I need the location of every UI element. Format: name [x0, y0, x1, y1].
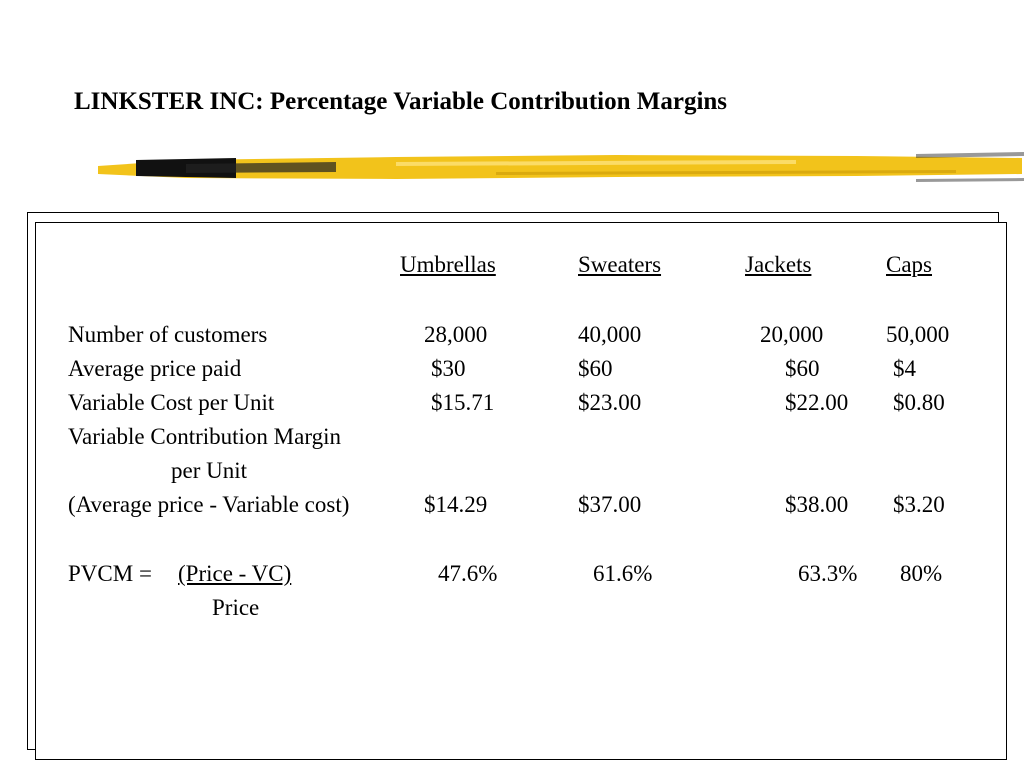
row-label: per Unit — [171, 458, 248, 483]
row-label: Variable Cost per Unit — [68, 390, 275, 415]
pvcm-numerator: (Price - VC) — [178, 561, 292, 586]
cell-value: $4 — [893, 356, 916, 381]
cell-value: 20,000 — [760, 322, 824, 347]
cell-value: $23.00 — [578, 390, 642, 415]
pvcm-value: 47.6% — [438, 561, 498, 586]
column-header-jackets: Jackets — [745, 252, 812, 277]
cell-value: 28,000 — [424, 322, 488, 347]
cell-value: $38.00 — [785, 492, 849, 517]
row-label: (Average price - Variable cost) — [68, 492, 350, 517]
cell-value: $37.00 — [578, 492, 642, 517]
cell-value: 40,000 — [578, 322, 642, 347]
cell-value: $0.80 — [893, 390, 945, 415]
pvcm-value: 63.3% — [798, 561, 858, 586]
row-label: Number of customers — [68, 322, 268, 347]
table-frame — [35, 222, 1007, 760]
cell-value: $3.20 — [893, 492, 945, 517]
pvcm-value: 80% — [900, 561, 943, 586]
cell-value: $14.29 — [424, 492, 488, 517]
cell-value: $60 — [785, 356, 820, 381]
row-label: Average price paid — [68, 356, 242, 381]
column-header-sweaters: Sweaters — [578, 252, 662, 277]
cell-value: $60 — [578, 356, 613, 381]
pvcm-value: 61.6% — [593, 561, 653, 586]
yellow-brush-stroke — [96, 148, 1024, 188]
column-header-caps: Caps — [886, 252, 932, 277]
slide-title: LINKSTER INC: Percentage Variable Contribution Margins — [74, 88, 728, 115]
cell-value: $30 — [431, 356, 466, 381]
row-label: Variable Contribution Margin — [68, 424, 341, 449]
pvcm-denominator: Price — [212, 595, 260, 620]
cell-value: 50,000 — [886, 322, 950, 347]
pvcm-label: PVCM = — [68, 561, 152, 586]
column-header-umbrellas: Umbrellas — [400, 252, 496, 277]
cell-value: $22.00 — [785, 390, 849, 415]
cell-value: $15.71 — [431, 390, 495, 415]
